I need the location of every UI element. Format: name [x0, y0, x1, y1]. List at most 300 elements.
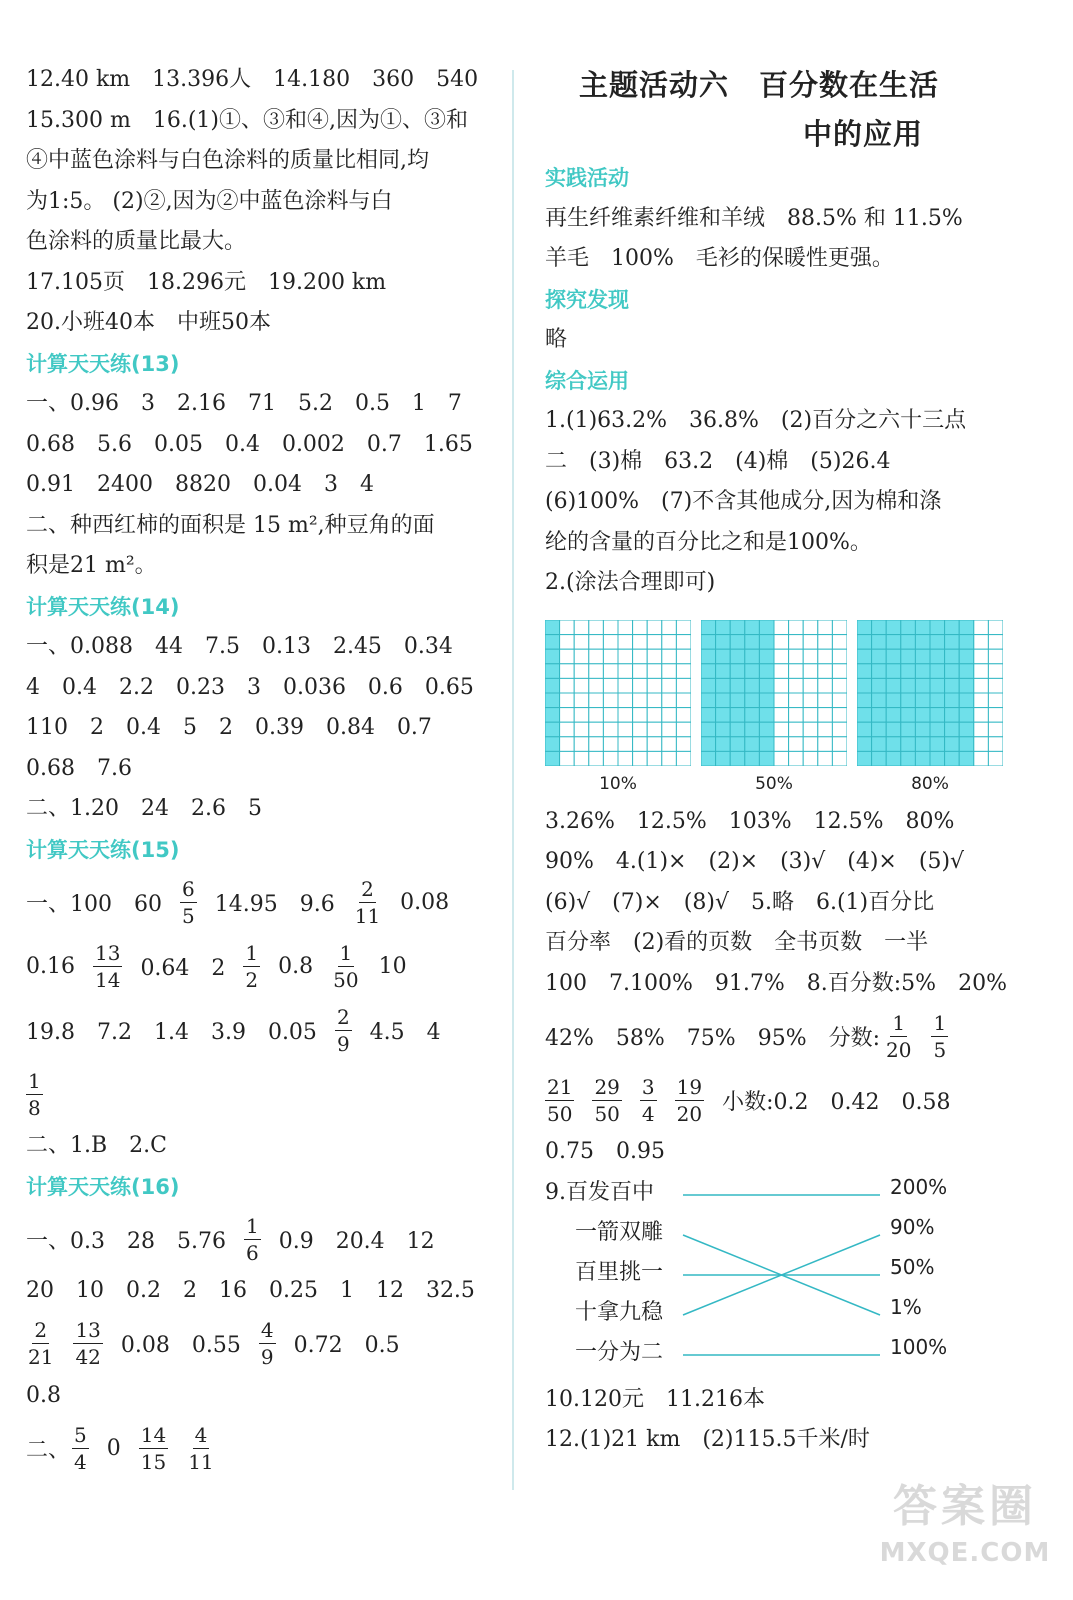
fraction [73, 1320, 102, 1367]
grid-cell [603, 663, 618, 678]
grid-cell [716, 751, 731, 766]
column-divider [512, 70, 514, 1490]
grid-cell [974, 620, 989, 635]
grid-cell [618, 722, 633, 737]
grid-cell [545, 693, 560, 708]
grid-cell [618, 678, 633, 693]
grid-cell [730, 693, 745, 708]
grid-cell [745, 663, 760, 678]
grid-cell [560, 620, 575, 635]
grid-cell [959, 678, 974, 693]
grid-cell [988, 707, 1003, 722]
grid-cell [589, 736, 604, 751]
grid-cell [730, 736, 745, 751]
grid-cell [872, 751, 887, 766]
idiom-label: 9.百发百中 [545, 1179, 654, 1205]
grid-cell [603, 693, 618, 708]
numerator: 29 [594, 1074, 620, 1099]
answer-line: 3.26% 12.5% 103% 12.5% 80% [545, 808, 955, 834]
grid-cell [560, 736, 575, 751]
section-heading-practice: 实践活动 [545, 166, 629, 190]
grid-cell [676, 678, 691, 693]
grid-cell [886, 634, 901, 649]
grid-cell [716, 707, 731, 722]
grid-cell [662, 736, 677, 751]
grid-cell [818, 634, 833, 649]
answer-line [26, 998, 496, 1062]
grid-cell [603, 649, 618, 664]
grid-cell [701, 736, 716, 751]
grid-cell [603, 620, 618, 635]
grid-cell [647, 736, 662, 751]
page-title-continued: 中的应用 [803, 117, 924, 151]
answer-text: 一、0.3 28 5.76 [26, 1228, 226, 1254]
grid-cell [872, 620, 887, 635]
grid-cell [662, 678, 677, 693]
numerator: 14 [140, 1422, 167, 1447]
grid-cell [872, 693, 887, 708]
grid-cell [915, 693, 930, 708]
grid-50-percent [701, 620, 847, 794]
grid-cell [872, 649, 887, 664]
grid-cell [633, 751, 648, 766]
grid-cell [832, 751, 847, 766]
grid-cell [618, 649, 633, 664]
grid-cell [988, 722, 1003, 737]
denominator: 42 [75, 1345, 101, 1369]
percent-label: 200% [890, 1174, 948, 1199]
grid-cell [857, 693, 872, 708]
grid-cell [759, 634, 774, 649]
grid-cell [988, 620, 1003, 635]
grid-cell [716, 693, 731, 708]
answer-line: 12.40 km 13.396人 14.180 360 540 [26, 67, 479, 92]
grid-cell [574, 751, 589, 766]
grid-cell [701, 620, 716, 635]
idiom-label: 一箭双雕 [575, 1219, 664, 1245]
grid-cell [716, 736, 731, 751]
grid-cell [633, 707, 648, 722]
grid-cell [901, 634, 916, 649]
grid-cell [633, 736, 648, 751]
grid-80-percent [857, 620, 1003, 794]
answer-line: 1.(1)63.2% 36.8% (2)百分之六十三点 [545, 408, 967, 433]
fraction [139, 1422, 168, 1474]
grid-cell [930, 707, 945, 722]
grid-cell [915, 751, 930, 766]
fraction [26, 1068, 43, 1120]
watermark-url: MXQE.COM [879, 1538, 1051, 1568]
answer-line: 20.小班40本 中班50本 [26, 310, 271, 335]
grid-cell [901, 678, 916, 693]
grid-cell [789, 634, 804, 649]
grid-cell [676, 722, 691, 737]
grid-cell [633, 722, 648, 737]
grid-cell [872, 663, 887, 678]
grid-cell [745, 736, 760, 751]
matching-question [545, 1175, 1025, 1380]
grid-cell [647, 678, 662, 693]
numerator: 1 [892, 1010, 906, 1035]
grid-cell [886, 678, 901, 693]
watermark-text: 答案圈 [893, 1481, 1037, 1532]
grid-cell [857, 620, 872, 635]
watermark-logo [875, 1478, 1055, 1588]
grid-cell [676, 620, 691, 635]
grid-cell [915, 620, 930, 635]
grid-cell [886, 649, 901, 664]
section-heading-explore: 探究发现 [545, 287, 629, 312]
fraction [93, 940, 122, 992]
grid-cell [603, 751, 618, 766]
grid-cell [872, 736, 887, 751]
grid-cell [959, 693, 974, 708]
grid-cell [915, 722, 930, 737]
answer-line: 为1:5。 (2)②,因为②中蓝色涂料与白 [26, 188, 393, 214]
grid-cell [974, 751, 989, 766]
denominator: 20 [886, 1037, 912, 1062]
grid-cell [988, 736, 1003, 751]
answer-line: 4 0.4 2.2 0.23 3 0.036 0.6 0.65 [26, 674, 474, 700]
grid-cell [803, 634, 818, 649]
grid-label: 50% [755, 773, 793, 794]
grid-cell [545, 722, 560, 737]
percent-grids [545, 620, 1025, 794]
denominator: 50 [594, 1101, 620, 1126]
answer-text: 0.72 0.5 [293, 1333, 400, 1358]
grid-cell [857, 678, 872, 693]
grid-cell [589, 663, 604, 678]
grid-cell [676, 707, 691, 722]
grid-cell [789, 693, 804, 708]
grid-cell [618, 707, 633, 722]
grid-cell [701, 663, 716, 678]
grid-cell [774, 634, 789, 649]
grid-cell [759, 649, 774, 664]
answer-line: 0.8 [26, 1382, 61, 1408]
grid-cell [589, 722, 604, 737]
grid-cell [832, 736, 847, 751]
grid-cell [818, 722, 833, 737]
grid-cell [803, 678, 818, 693]
grid-cell [560, 634, 575, 649]
denominator: 6 [245, 1240, 259, 1265]
grid-cell [745, 649, 760, 664]
grid-cell [701, 707, 716, 722]
answer-line: 0.75 0.95 [545, 1139, 665, 1164]
grid-cell [915, 649, 930, 664]
grid-cell [560, 649, 575, 664]
grid-cell [857, 722, 872, 737]
grid-cell [574, 707, 589, 722]
numerator: 6 [182, 876, 195, 901]
grid-cell [974, 663, 989, 678]
grid-cell [574, 649, 589, 664]
grid-cell [832, 649, 847, 664]
grid-cell [759, 751, 774, 766]
grid-cell [618, 620, 633, 635]
grid-cell [545, 751, 560, 766]
answer-text: 19.8 7.2 1.4 3.9 0.05 [26, 1019, 317, 1045]
grid-cell [759, 693, 774, 708]
grid-cell [633, 678, 648, 693]
numerator: 1 [339, 940, 353, 965]
grid-cell [716, 634, 731, 649]
grid-cell [945, 634, 960, 649]
grid-cell [647, 707, 662, 722]
denominator: 2 [245, 967, 259, 992]
grid-cell [886, 663, 901, 678]
grid-cell [574, 736, 589, 751]
grid-cell [930, 736, 945, 751]
fraction [640, 1074, 657, 1126]
grid-cell [701, 722, 716, 737]
answer-line [26, 870, 496, 934]
answer-line [545, 1068, 1025, 1132]
grid-cell [701, 634, 716, 649]
percent-label: 90% [890, 1214, 935, 1239]
numerator: 3 [641, 1074, 655, 1099]
fraction [72, 1422, 89, 1474]
section-heading-14: 计算天天练(14) [26, 594, 180, 619]
answer-line: 17.105页 18.296元 19.200 km [26, 269, 387, 295]
left-column [26, 60, 496, 1480]
grid-cell [886, 707, 901, 722]
answer-line [545, 1004, 1025, 1068]
answer-line: 0.68 7.6 [26, 755, 132, 781]
grid-cell [832, 620, 847, 635]
fraction [335, 1004, 352, 1056]
answer-line: 一、0.96 3 2.16 71 5.2 0.5 1 7 [26, 391, 462, 416]
grid-cell [618, 693, 633, 708]
grid-cell [745, 693, 760, 708]
answer-line: 一、0.088 44 7.5 0.13 2.45 0.34 [26, 634, 453, 659]
grid-cell [959, 707, 974, 722]
grid-cell [915, 678, 930, 693]
answer-line: 100 7.100% 91.7% 8.百分数:5% 20% [545, 970, 1007, 996]
answer-line [26, 1062, 496, 1126]
grid-cell [857, 649, 872, 664]
fraction [26, 1320, 55, 1367]
answer-line [26, 1416, 496, 1480]
grid-cell [774, 751, 789, 766]
grid-cell [886, 736, 901, 751]
grid-cell [545, 707, 560, 722]
grid-cell [974, 736, 989, 751]
denominator: 4 [74, 1449, 87, 1474]
grid-cell [745, 620, 760, 635]
numerator: 5 [74, 1422, 87, 1447]
grid-cell [560, 722, 575, 737]
grid-cell [901, 693, 916, 708]
grid-cell [857, 707, 872, 722]
grid-cell [832, 663, 847, 678]
answer-text: 0.64 2 [140, 955, 226, 981]
fraction [244, 1213, 261, 1265]
denominator: 9 [336, 1031, 350, 1056]
idiom-label: 一分为二 [575, 1339, 664, 1365]
denominator: 15 [140, 1449, 167, 1474]
grid-cell [832, 634, 847, 649]
grid-cell [857, 751, 872, 766]
grid-cell [676, 751, 691, 766]
answer-text: 小数:0.2 0.42 0.58 [722, 1089, 951, 1115]
grid-cell [915, 707, 930, 722]
answer-line: 20 10 0.2 2 16 0.25 1 12 32.5 [26, 1278, 475, 1303]
grid-cell [901, 663, 916, 678]
grid-cell [647, 620, 662, 635]
grid-cell [560, 678, 575, 693]
grid-cell [759, 722, 774, 737]
grid-cell [633, 649, 648, 664]
section-heading-13: 计算天天练(13) [26, 351, 180, 376]
grid-cell [988, 663, 1003, 678]
grid-cell [818, 751, 833, 766]
fraction [931, 1010, 948, 1062]
grid-cell [818, 678, 833, 693]
hundred-grid [545, 620, 691, 766]
grid-cell [545, 678, 560, 693]
answer-line: 二、1.B 2.C [26, 1133, 167, 1158]
grid-cell [945, 707, 960, 722]
answer-line: ④中蓝色涂料与白色涂料的质量比相同,均 [26, 148, 429, 173]
grid-cell [745, 751, 760, 766]
percent-label: 100% [890, 1334, 948, 1359]
grid-cell [886, 620, 901, 635]
grid-cell [662, 722, 677, 737]
grid-cell [701, 678, 716, 693]
grid-cell [759, 736, 774, 751]
answer-line [26, 934, 496, 998]
grid-cell [803, 736, 818, 751]
answer-text: 一、100 60 [26, 891, 162, 917]
grid-cell [930, 722, 945, 737]
numerator: 4 [260, 1318, 274, 1342]
answer-text: 0.9 20.4 12 [278, 1228, 435, 1254]
grid-cell [959, 634, 974, 649]
grid-cell [603, 678, 618, 693]
grid-cell [818, 663, 833, 678]
fraction [353, 876, 382, 928]
answer-line [26, 1312, 496, 1376]
fraction [592, 1074, 621, 1126]
grid-cell [974, 707, 989, 722]
grid-cell [886, 722, 901, 737]
grid-cell [730, 634, 745, 649]
answer-line: 15.300 m 16.(1)①、③和④,因为①、③和 [26, 107, 468, 133]
grid-cell [647, 693, 662, 708]
answer-line: 略 [545, 327, 568, 352]
grid-cell [930, 678, 945, 693]
grid-cell [803, 693, 818, 708]
grid-cell [759, 707, 774, 722]
grid-cell [574, 693, 589, 708]
grid-cell [988, 693, 1003, 708]
grid-cell [716, 620, 731, 635]
answer-line: 羊毛 100% 毛衫的保暖性更强。 [545, 246, 894, 271]
answer-line: 二、1.20 24 2.6 5 [26, 796, 262, 821]
grid-cell [618, 736, 633, 751]
numerator: 1 [28, 1068, 41, 1093]
grid-cell [647, 751, 662, 766]
grid-cell [560, 663, 575, 678]
grid-cell [857, 736, 872, 751]
answer-line: (6)√ (7)× (8)√ 5.略 6.(1)百分比 [545, 889, 935, 915]
grid-cell [701, 649, 716, 664]
grid-cell [818, 620, 833, 635]
answer-line: 0.68 5.6 0.05 0.4 0.002 0.7 1.65 [26, 431, 473, 457]
grid-cell [603, 707, 618, 722]
grid-cell [789, 722, 804, 737]
grid-cell [789, 663, 804, 678]
answer-text: 0.16 [26, 953, 75, 979]
grid-cell [789, 678, 804, 693]
grid-cell [857, 634, 872, 649]
denominator: 50 [547, 1101, 573, 1126]
grid-cell [832, 693, 847, 708]
numerator: 19 [676, 1074, 703, 1099]
answer-text: 0.08 0.55 [120, 1333, 241, 1358]
grid-cell [803, 707, 818, 722]
numerator: 21 [547, 1074, 573, 1099]
grid-cell [603, 722, 618, 737]
answer-text: 42% 58% 75% 95% 分数: [545, 1025, 881, 1051]
grid-cell [774, 693, 789, 708]
answer-text: 14.95 9.6 [214, 891, 335, 917]
denominator: 5 [933, 1037, 947, 1062]
grid-cell [803, 722, 818, 737]
grid-cell [803, 649, 818, 664]
grid-cell [545, 736, 560, 751]
grid-cell [730, 678, 745, 693]
grid-cell [647, 649, 662, 664]
grid-cell [662, 751, 677, 766]
percent-label: 1% [890, 1294, 922, 1319]
answer-line: 再生纤维素纤维和羊绒 88.5% 和 11.5% [545, 205, 963, 231]
page-title: 主题活动六 百分数在生活 [579, 68, 940, 102]
answer-line: 色涂料的质量比最大。 [26, 229, 247, 254]
grid-cell [633, 634, 648, 649]
grid-cell [647, 663, 662, 678]
grid-cell [676, 649, 691, 664]
hundred-grid [701, 620, 847, 766]
answer-line: 纶的含量的百分比之和是100%。 [545, 529, 872, 555]
grid-cell [574, 620, 589, 635]
grid-cell [857, 663, 872, 678]
grid-cell [589, 678, 604, 693]
grid-cell [545, 620, 560, 635]
grid-cell [560, 707, 575, 722]
section-heading-apply: 综合运用 [545, 368, 629, 393]
grid-cell [662, 634, 677, 649]
grid-cell [886, 751, 901, 766]
grid-cell [789, 620, 804, 635]
grid-cell [974, 649, 989, 664]
answer-line [26, 1207, 496, 1271]
grid-cell [560, 751, 575, 766]
grid-cell [974, 722, 989, 737]
grid-cell [545, 649, 560, 664]
grid-cell [959, 736, 974, 751]
grid-cell [915, 634, 930, 649]
numerator: 2 [361, 876, 374, 901]
answer-line: 二 (3)棉 63.2 (4)棉 (5)26.4 [545, 448, 891, 474]
grid-cell [662, 693, 677, 708]
grid-cell [901, 649, 916, 664]
grid-cell [589, 634, 604, 649]
answer-line: 10.120元 11.216本 [545, 1386, 765, 1412]
grid-cell [676, 634, 691, 649]
